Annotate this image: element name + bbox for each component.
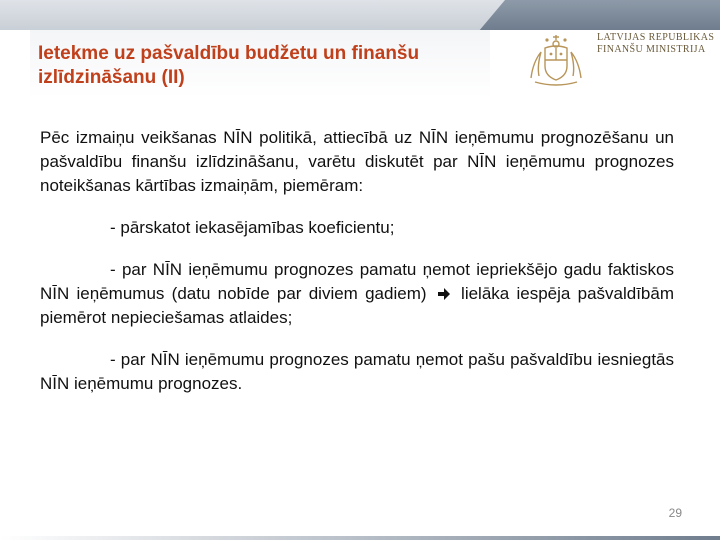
bullet-item-1: - pārskatot iekasējamības koeficientu; xyxy=(110,218,395,237)
slide-title xyxy=(38,42,498,90)
right-arrow-icon xyxy=(438,288,450,300)
coat-of-arms-icon xyxy=(525,32,587,88)
bullet-item-2-text: - par NĪN ieņēmumu prognozes pamatu ņemot iepriekšējo gadu faktiskos NĪN ieņēmumus (datu nobīde par diviem gadiem) xyxy=(40,260,674,303)
header-bar-highlight xyxy=(0,0,505,30)
bullet-item-2-conclusion: lielāka iespēja pašvaldībām piemērot nepieciešamas atlaides; xyxy=(40,284,675,327)
ministry-name xyxy=(597,32,715,56)
ministry-logo xyxy=(525,30,715,90)
bullet-item-3: - par NĪN ieņēmumu prognozes pamatu ņemot pašu pašvaldību iesniegtās NĪN ieņēmumu prognozes. xyxy=(40,350,674,393)
bullet-item-2 xyxy=(40,258,674,330)
ministry-name-line1: LATVIJAS REPUBLIKAS xyxy=(597,32,715,43)
page-number: 29 xyxy=(668,506,682,520)
slide-title-line1: Ietekme uz pašvaldību budžetu un finanšu xyxy=(38,43,420,64)
slide-title-line2: izlīdzināšanu (II) xyxy=(38,67,185,88)
intro-paragraph: Pēc izmaiņu veikšanas NĪN politikā, attiecībā uz NĪN ieņēmumu prognozēšanu un pašvaldību finanšu izlīdzināšanu, varētu diskutēt par NĪN ieņēmumu prognozes noteikšanas kārtības izmaiņām, piemēram: xyxy=(40,128,674,195)
ministry-name-line2: FINANŠU MINISTRIJA xyxy=(597,44,706,55)
footer-line xyxy=(0,536,720,540)
slide-body xyxy=(40,126,674,414)
